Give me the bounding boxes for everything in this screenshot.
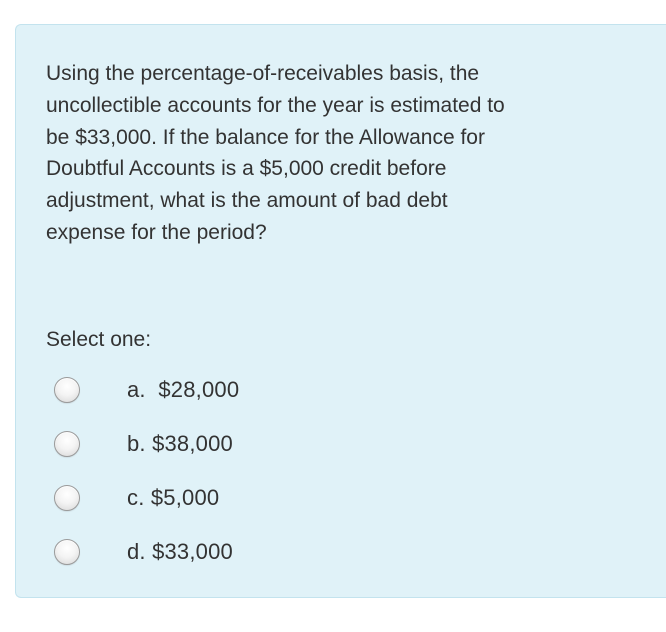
answer-option-a[interactable] <box>54 363 454 417</box>
question-line: be $33,000. If the balance for the Allowance for <box>46 125 485 149</box>
answer-options <box>54 363 454 579</box>
question-card <box>15 24 666 598</box>
answer-option-d[interactable] <box>54 525 454 579</box>
question-line: adjustment, what is the amount of bad debt <box>46 189 448 213</box>
answer-option-b[interactable] <box>54 417 454 471</box>
question-text <box>46 58 606 249</box>
answer-label-d[interactable]: d. $33,000 <box>127 539 233 564</box>
answer-label-c[interactable]: c. $5,000 <box>127 485 220 510</box>
question-line: Doubtful Accounts is a $5,000 credit before <box>46 157 447 181</box>
answer-option-c[interactable] <box>54 471 454 525</box>
answer-label-b[interactable]: b. $38,000 <box>127 431 233 456</box>
radio-button-c[interactable] <box>54 485 80 511</box>
answer-label-a[interactable]: a. $28,000 <box>127 377 240 402</box>
question-line: uncollectible accounts for the year is estimated to <box>46 93 505 117</box>
radio-button-a[interactable] <box>54 377 80 403</box>
question-line: Using the percentage-of-receivables basis, the <box>46 62 480 85</box>
radio-button-d[interactable] <box>54 539 80 565</box>
select-one-prompt: Select one: <box>46 328 152 351</box>
question-line: expense for the period? <box>46 220 267 244</box>
radio-button-b[interactable] <box>54 431 80 457</box>
